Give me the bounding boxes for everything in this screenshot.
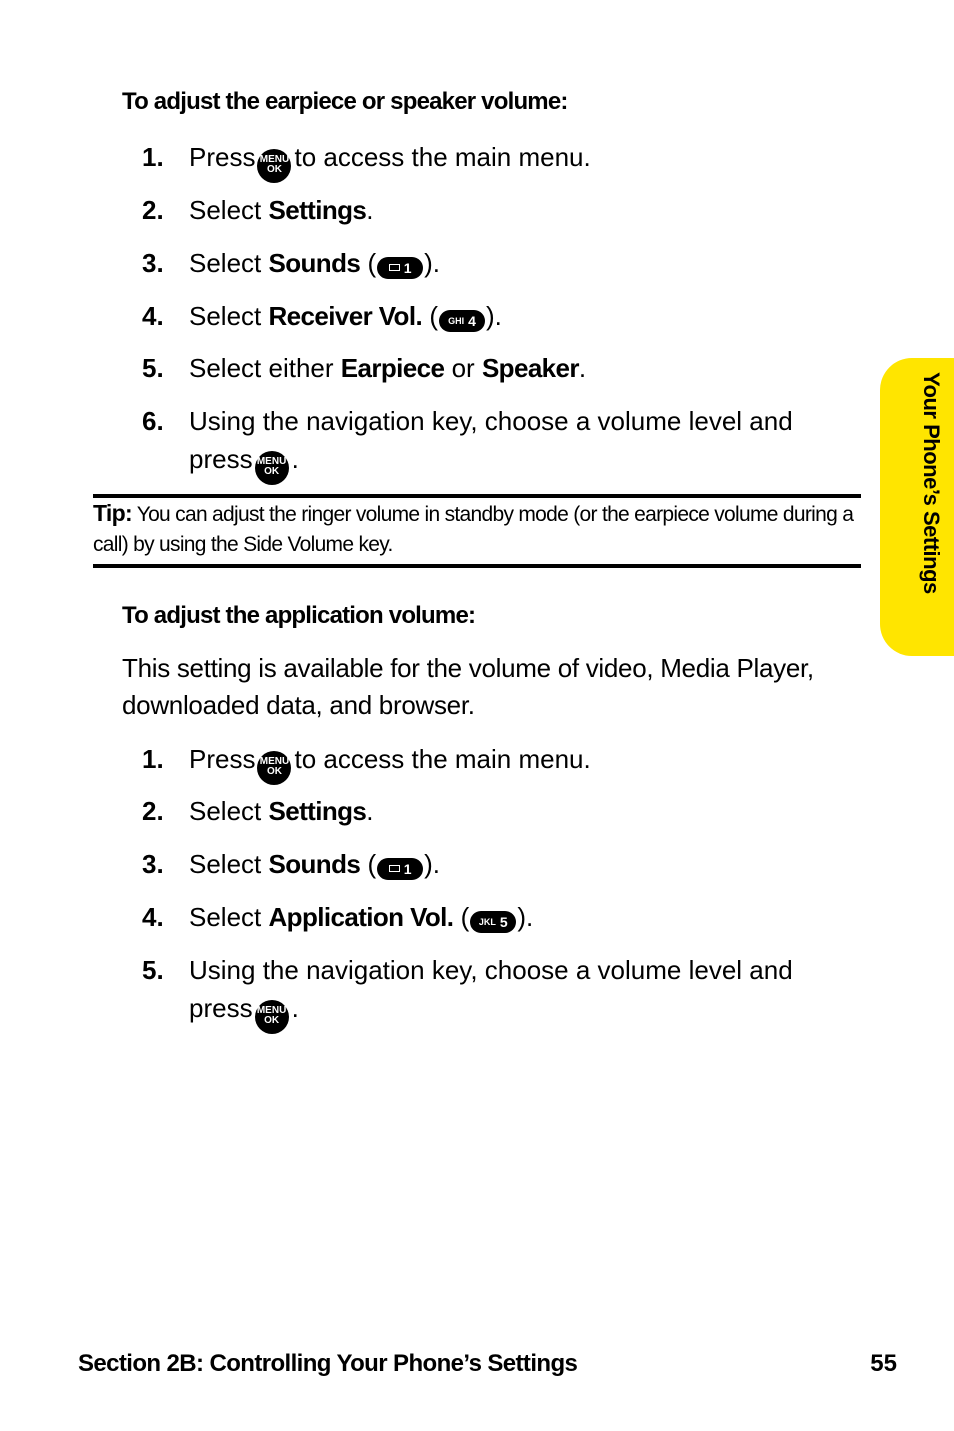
key-1-icon: 1 [377,858,423,880]
menu-ok-key-icon: MENU OK [257,751,291,785]
menu-item-settings: Settings [268,195,367,225]
step-number: 3. [142,849,164,879]
tip-label: Tip: [93,500,132,526]
menu-ok-key-icon: MENU OK [255,1000,289,1034]
menu-item-application-vol: Application Vol. [268,902,454,932]
menu-ok-key-icon: MENU OK [257,149,291,183]
step-3-application [142,845,842,883]
footer-section-title: Section 2B: Controlling Your Phone’s Settings [78,1350,578,1377]
step-text: to access the main menu. [294,744,591,774]
step-6-earpiece [142,402,842,485]
step-5-earpiece [142,349,842,387]
menu-ok-key-icon: MENU OK [255,451,289,485]
step-text: Select [189,849,269,879]
step-text: Select [189,301,269,331]
step-number: 4. [142,301,164,331]
step-text: . [291,444,299,474]
step-text: Press [189,744,256,774]
step-text: Select either [189,353,341,383]
step-text: Using the navigation key, choose a volume level and press [189,955,793,1023]
step-number: 2. [142,796,164,826]
step-text: Select [189,195,269,225]
key-4-icon: GHI 4 [439,310,485,332]
step-number: 4. [142,902,164,932]
step-text: Using the navigation key, choose a volume level and press [189,406,793,474]
menu-item-receiver-vol: Receiver Vol. [268,301,423,331]
step-number: 5. [142,353,164,383]
step-text: ). [485,301,502,331]
step-1-earpiece [142,138,842,183]
step-1-application [142,740,842,785]
option-speaker: Speaker [481,353,579,383]
step-2-application [142,792,842,830]
step-3-earpiece [142,244,842,282]
step-number: 3. [142,248,164,278]
step-number: 1. [142,142,164,172]
step-4-earpiece [142,297,842,335]
step-text: ). [424,849,441,879]
envelope-icon [389,865,400,872]
envelope-icon [389,264,400,271]
step-text: . [578,353,587,383]
step-number: 5. [142,955,164,985]
step-text: Select [189,902,269,932]
step-text: ( [360,849,377,879]
step-number: 6. [142,406,164,436]
step-text: to access the main menu. [294,142,591,172]
step-text: ( [360,248,377,278]
step-text: Select [189,248,269,278]
step-number: 1. [142,744,164,774]
tip-text: You can adjust the ringer volume in standby mode (or the earpiece volume during a call) by using the Side Volume key. [93,503,854,556]
step-text: . [366,796,374,826]
step-text: ( [422,301,438,331]
intro-paragraph: This setting is available for the volume of video, Media Player, downloaded data, and browser. [122,653,814,720]
step-text: Select [189,796,269,826]
step-text: . [291,993,299,1023]
page-number: 55 [870,1350,897,1377]
key-5-icon: JKL 5 [470,911,516,933]
option-earpiece: Earpiece [340,353,445,383]
section-heading-application: To adjust the application volume: [122,602,476,629]
menu-item-sounds: Sounds [268,248,361,278]
section-heading-earpiece: To adjust the earpiece or speaker volume: [122,88,568,115]
step-text: Press [189,142,256,172]
menu-item-settings: Settings [268,796,367,826]
menu-item-sounds: Sounds [268,849,361,879]
step-4-application [142,898,842,936]
step-text: ). [424,248,441,278]
step-number: 2. [142,195,164,225]
step-text: ). [517,902,534,932]
tip-box [93,498,861,560]
step-text: ( [453,902,470,932]
step-text: . [366,195,374,225]
chapter-side-tab-label: Your Phone’s Settings [919,372,944,594]
tip-bottom-rule [93,564,861,568]
step-5-application [142,951,842,1034]
step-2-earpiece [142,191,842,229]
key-1-icon: 1 [377,257,423,279]
step-text: or [444,353,482,383]
